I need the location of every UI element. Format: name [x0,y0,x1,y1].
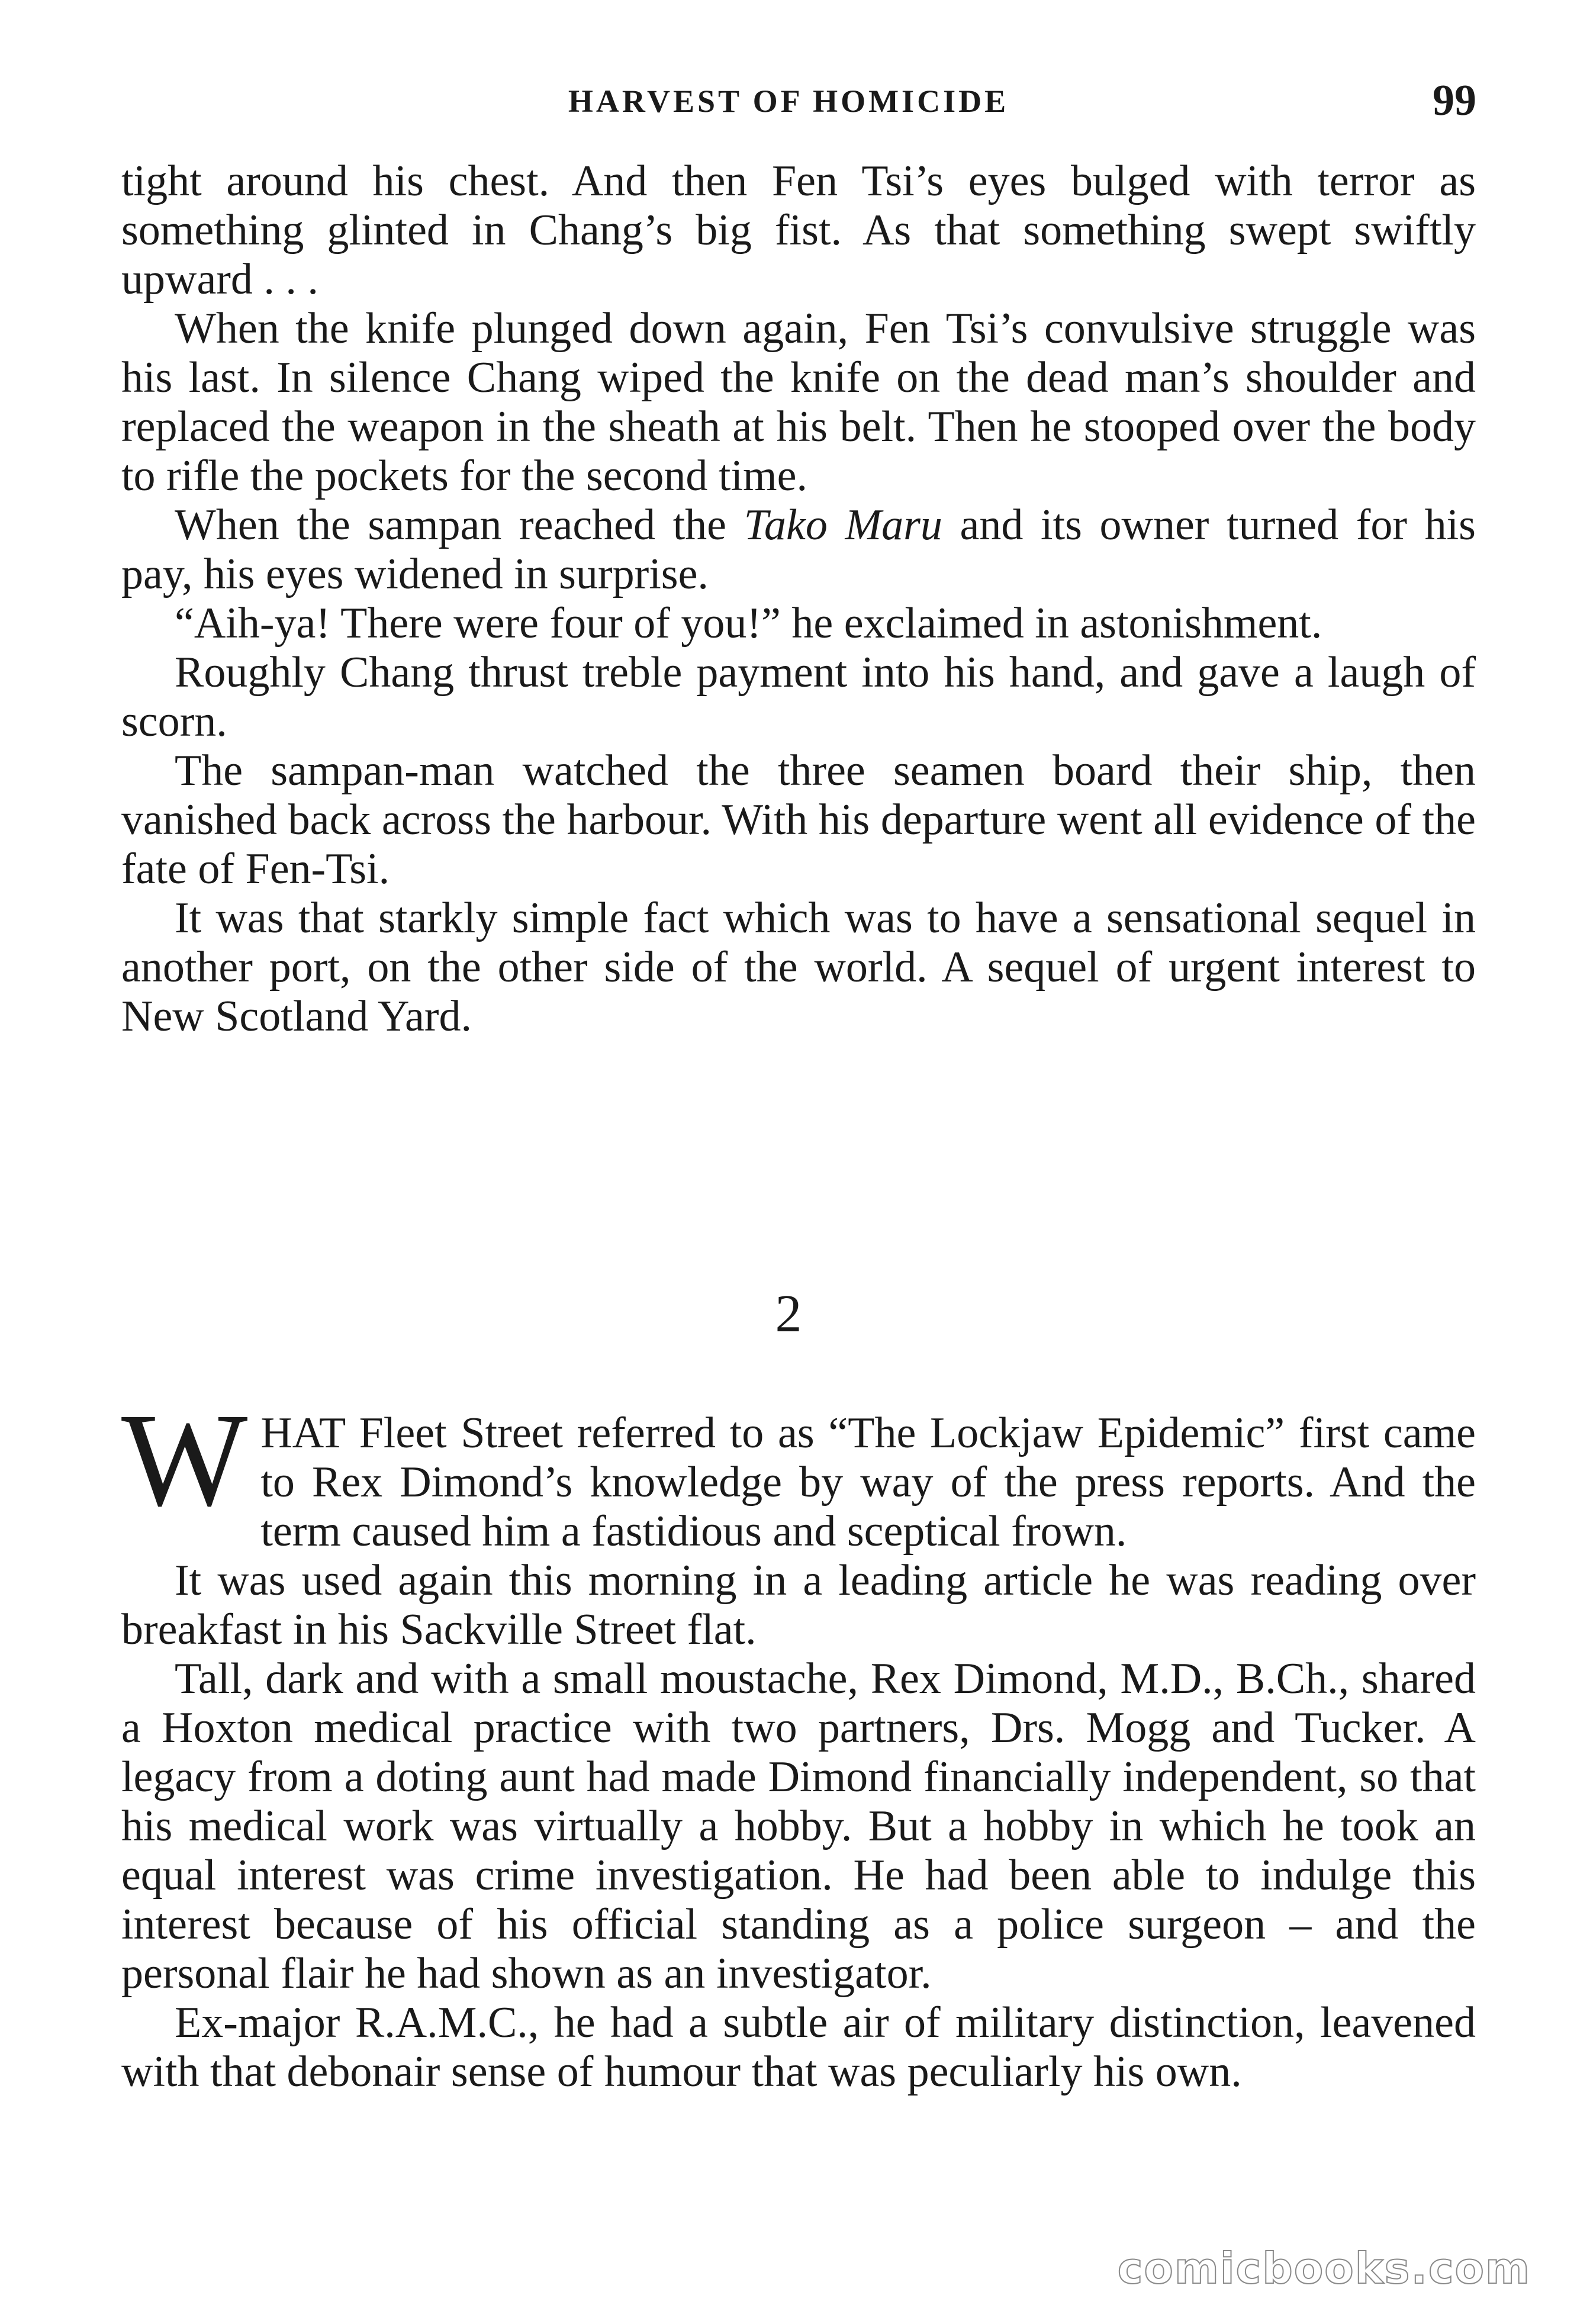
paragraph: tight around his chest. And then Fen Tsi’s eyes bulged with terror as something glinted in Chang’s big fist. As that something swept swiftly upward . . . [121,157,1476,304]
paragraph: The sampan-man watched the three seamen board their ship, then vanished back across the harbour. With his departure went all evidence of the fate of Fen-Tsi. [121,746,1476,893]
opening-text: HAT Fleet Street referred to as “The Lockjaw Epidemic” first came to Rex Dimond’s knowledge by way of the press reports. And the term caused him a fastidious and sceptical frown. [260,1409,1476,1556]
paragraph: Tall, dark and with a small moustache, Rex Dimond, M.D., B.Ch., shared a Hoxton medical practice with two partners, Drs. Mogg and Tucker. A legacy from a doting aunt had made Dimond financially independent, so that his medical work was virtually a hobby. But a hobby in which he took an equal interest was crime investigation. He had been able to indulge this interest because of his official standing as a police surgeon – and the personal flair he had shown as an investigator. [121,1655,1476,1998]
paragraph: When the knife plunged down again, Fen Tsi’s convulsive struggle was his last. In silence Chang wiped the knife on the dead man’s shoulder and replaced the weapon in the sheath at his belt. Then he stooped over the body to rifle the pockets for the second time. [121,304,1476,500]
chapter-two-text [121,1386,1476,2097]
ship-text-before: When the sampan reached the [175,501,744,549]
paragraph: “Aih-ya! There were four of you!” he exclaimed in astonishment. [175,599,1322,648]
opening-paragraph [121,1386,1476,1556]
drop-cap: W [121,1386,248,1534]
paragraph: It was used again this morning in a leading article he was reading over breakfast in his Sackville Street flat. [121,1556,1476,1654]
watermark: comicbooks.com [1117,2243,1531,2293]
section-one-text [121,157,1476,1041]
page-number: 99 [1433,76,1476,125]
running-title: HARVEST OF HOMICIDE [568,83,1009,119]
paragraph: It was that starkly simple fact which was to have a sensational sequel in another port, on the other side of the world. A sequel of urgent interest to New Scotland Yard. [121,894,1476,1041]
paragraph-ship [121,501,1476,599]
paragraph: Roughly Chang thrust treble payment into his hand, and gave a laugh of scorn. [121,648,1476,746]
ship-text-after: and its owner turned for his pay, his eyes widened in surprise. [121,501,1476,598]
ship-name: Tako Maru [744,501,942,549]
chapter-number: 2 [775,1285,802,1343]
paragraph: Ex-major R.A.M.C., he had a subtle air of military distinction, leavened with that debonair sense of humour that was peculiarly his own. [121,1998,1476,2096]
